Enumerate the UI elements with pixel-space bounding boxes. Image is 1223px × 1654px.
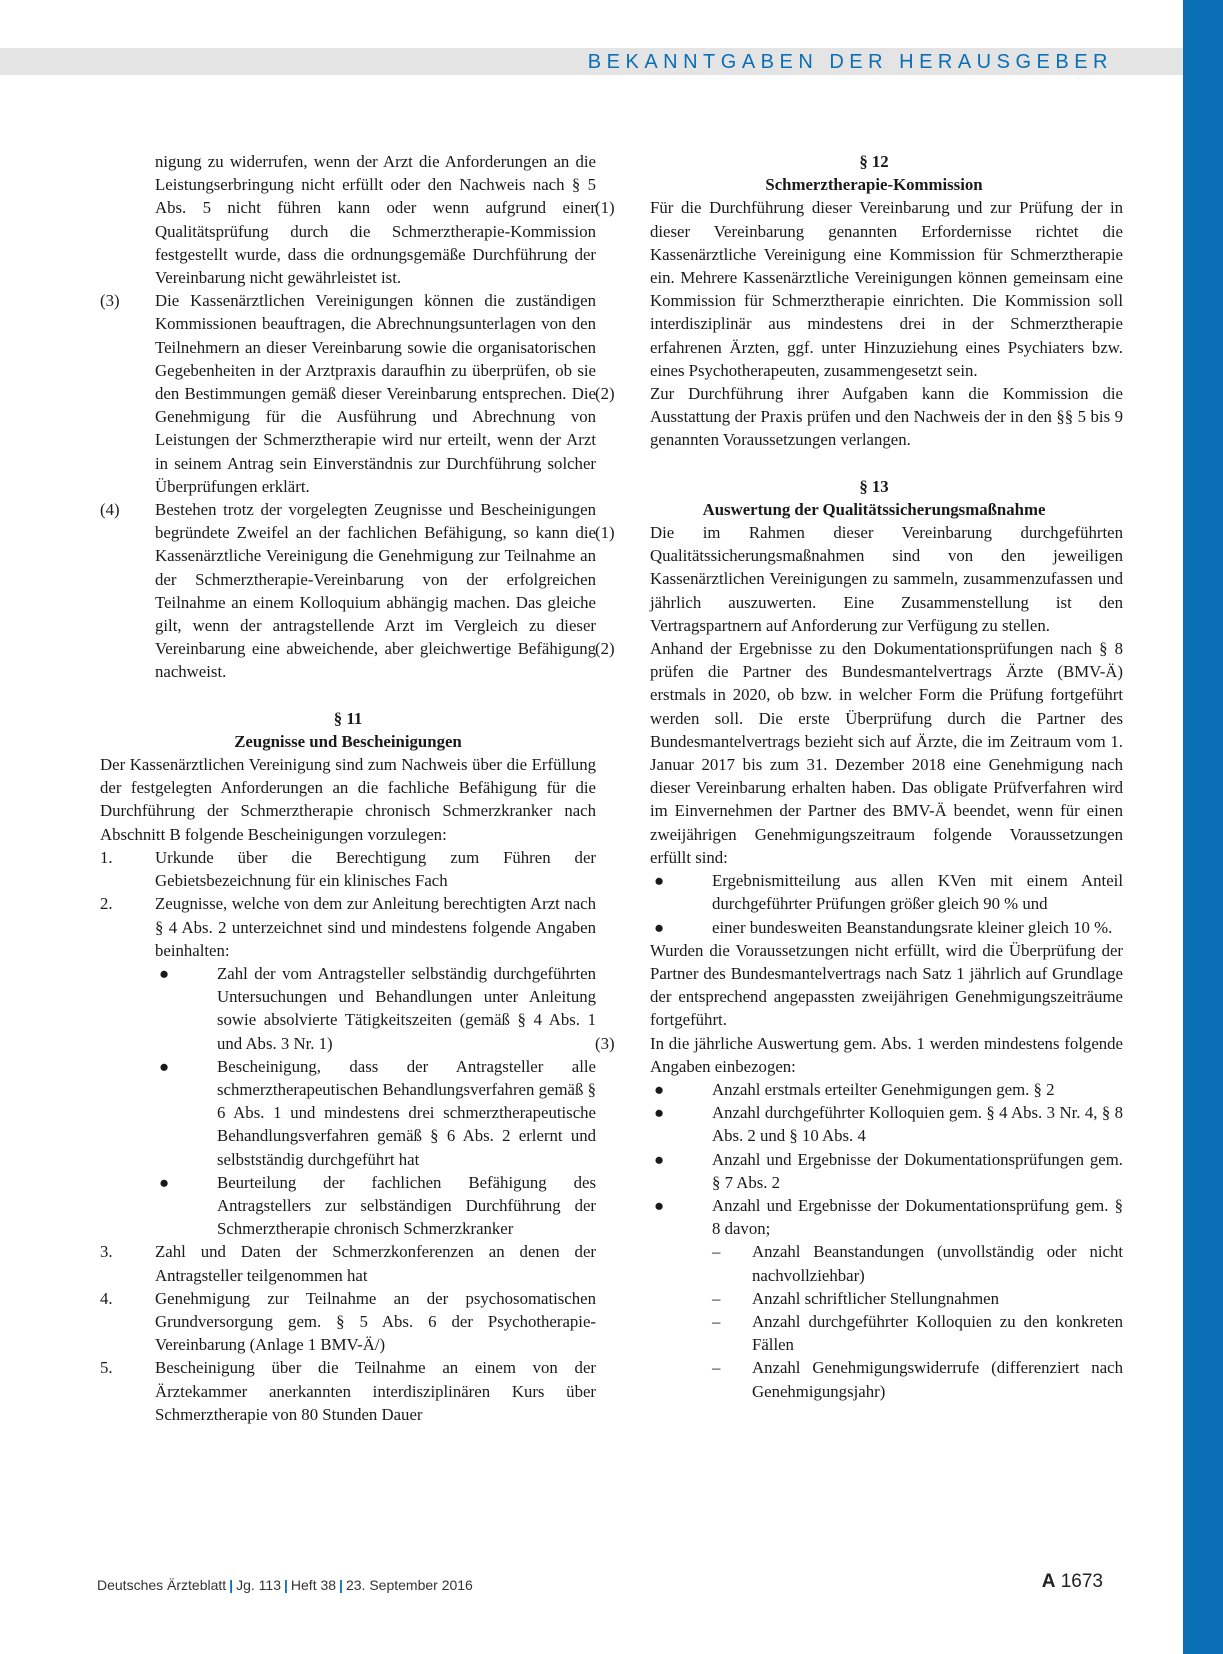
- bullet-icon: ●: [654, 871, 665, 891]
- dash-item: [712, 1240, 1123, 1286]
- bullet-icon: ●: [654, 917, 665, 937]
- right-column: [595, 150, 1123, 1403]
- section-number: § 11: [333, 708, 363, 728]
- dash-icon: –: [712, 1358, 721, 1378]
- numbered-item: [100, 892, 596, 962]
- bullet-icon: ●: [159, 1056, 170, 1076]
- bullet-item: [650, 1078, 1123, 1101]
- dash-item: [712, 1310, 1123, 1356]
- journal-issue: Heft 38: [290, 1577, 337, 1593]
- section-title: Zeugnisse und Bescheinigungen: [234, 731, 462, 751]
- journal-volume: Jg. 113: [236, 1577, 281, 1593]
- dash-icon: –: [712, 1288, 721, 1308]
- bullet-text: Bescheinigung, dass der Antragsteller alle schmerztherapeutischen Behandlungsverfahren gemäß § 6 Abs. 1 und mindestens drei schmerztherapeutische Behandlungsverfahren gemäß § 6 Abs. 2 erlernt und selbstständig durchgeführt hat: [217, 1056, 596, 1169]
- section-title: Schmerztherapie-Kommission: [765, 175, 983, 195]
- item-text: Bestehen trotz der vorgelegten Zeugnisse und Bescheinigungen begründete Zweifel an der fachlichen Befähigung, so kann die Kassenärztliche Vereinigung die Genehmigung zur Teilnahme an der Schmerztherapie-Vereinbarung von der erfolgreichen Teilnahme an einem Kolloquium abhängig machen. Das gleiche gilt, wenn der antragstellende Arzt im Vergleich zu dieser Vereinbarung eine abweichende, aber gleichwertige Befähigung nachweist.: [155, 500, 596, 682]
- bullet-icon: ●: [654, 1103, 665, 1123]
- numbered-item: [100, 1356, 596, 1426]
- dash-item: [712, 1356, 1123, 1402]
- bullet-item: [650, 1194, 1123, 1240]
- bullet-text: Anzahl erstmals erteilter Genehmigungen gem. § 2: [712, 1079, 1055, 1099]
- item-text: Für die Durchführung dieser Vereinbarung und zur Prüfung der in dieser Vereinbarung genannten Erfordernisse richtet die Kassenärztliche Vereinigung eine Kommission für Schmerztherapie ein. Mehrere Kassenärztliche Vereinigungen können gemeinsam eine Kommission für Schmerztherapie einrichten. Die Kommission soll interdisziplinär aus mindestens drei in der Schmerztherapie erfahrenen Ärzten, ggf. unter Hinzuziehung eines Psychiaters bzw. eines Psychotherapeuten, zusammengesetzt sein.: [650, 198, 1123, 380]
- page-number-value: 1673: [1060, 1571, 1103, 1592]
- item-number: (4): [100, 500, 120, 520]
- item-text: Zeugnisse, welche von dem zur Anleitung berechtigten Arzt nach § 4 Abs. 2 unterzeichnet sind und mindestens folgende Angaben beinhalten:: [155, 894, 596, 960]
- paragraph-item: [100, 498, 596, 684]
- dash-text: Anzahl durchgeführter Kolloquien zu den konkreten Fällen: [752, 1311, 1123, 1355]
- bullet-item: [155, 1171, 596, 1241]
- item-number: 2.: [100, 894, 113, 914]
- item-text: Anhand der Ergebnisse zu den Dokumentationsprüfungen nach § 8 prüfen die Partner des Bundesmantelvertrags Ärzte (BMV-Ä) erstmals in 2020, ob bzw. in welcher Form die Prüfung fortgeführt werden soll. Die erste Überprüfung durch die Partner des Bundesmantelvertrags bezieht sich auf Ärzte, die im Zeitraum vom 1. Januar 2017 bis zum 31. Dezember 2018 eine Genehmigung nach dieser Vereinbarung erhalten haben. Das obligate Prüfverfahren wird im Einvernehmen der Partner des BMV-Ä beendet, wenn für einen zweijährigen Genehmigungszeitraum folgende Voraussetzungen erfüllt sind:: [650, 639, 1123, 867]
- paragraph-item: [595, 1032, 1123, 1078]
- section-intro: Der Kassenärztlichen Vereinigung sind zum Nachweis über die Erfüllung der festgelegten Anforderungen an die fachliche Befähigung für die Durchführung der Schmerztherapie chronisch Schmerzkranker nach Abschnitt B folgende Bescheinigungen vorzulegen:: [100, 755, 596, 844]
- left-column: [100, 150, 596, 1426]
- item-text: Die im Rahmen dieser Vereinbarung durchgeführten Qualitätssicherungsmaßnahmen sind von den jeweiligen Kassenärztlichen Vereinigungen zu sammeln, zusammenzufassen und jährlich auszuwerten. Eine Zusammenstellung ist den Vertragspartnern auf Anforderung zur Verfügung zu stellen.: [650, 523, 1123, 635]
- page-prefix: A: [1041, 1571, 1056, 1592]
- item-text: Die Kassenärztlichen Vereinigungen können die zuständigen Kommissionen beauftragen, die Abrechnungsunterlagen von den Teilnehmern an dieser Vereinbarung sowie die organisatorischen Gegebenheiten in der Arztpraxis daraufhin zu überprüfen, ob sie den Bestimmungen gemäß dieser Vereinbarung entsprechen. Die Genehmigung für die Ausführung und Abrechnung von Leistungen der Schmerztherapie wird nur erteilt, wenn der Arzt in seinem Antrag sein Einverständnis zur Durchführung solcher Überprüfungen erklärt.: [155, 291, 596, 496]
- journal-date: 23. September 2016: [345, 1577, 473, 1593]
- numbered-item: [100, 846, 596, 892]
- paragraph-item: [595, 521, 1123, 637]
- bullet-text: Anzahl durchgeführter Kolloquien gem. § 4 Abs. 3 Nr. 4, § 8 Abs. 2 und § 10 Abs. 4: [712, 1103, 1123, 1146]
- bullet-item: [650, 869, 1123, 915]
- bullet-item: [155, 962, 596, 1055]
- bullet-item: [650, 1148, 1123, 1194]
- item-text: Bescheinigung über die Teilnahme an einem von der Ärztekammer anerkannten interdisziplinären Kurs über Schmerztherapie von 80 Stunden Dauer: [155, 1358, 596, 1424]
- numbered-item: [100, 1287, 596, 1357]
- bullet-text: Beurteilung der fachlichen Befähigung des Antragstellers zur selbständigen Durchführung der Schmerztherapie chronisch Schmerzkranker: [217, 1172, 596, 1239]
- journal-name: Deutsches Ärzteblatt: [97, 1577, 227, 1593]
- item-number: (3): [100, 291, 120, 311]
- item-number: (2): [595, 639, 615, 659]
- page-number: [1042, 1571, 1103, 1593]
- bullet-icon: ●: [654, 1079, 665, 1099]
- numbered-item: [100, 1240, 596, 1286]
- item-number: 4.: [100, 1288, 113, 1308]
- dash-text: Anzahl Beanstandungen (unvollständig oder nicht nachvollziehbar): [752, 1242, 1123, 1285]
- bullet-icon: ●: [159, 963, 170, 983]
- continuation-paragraph: nigung zu widerrufen, wenn der Arzt die Anforderungen an die Leistungserbringung nicht erfüllt oder den Nachweis nach § 5 Abs. 5 nicht führen kann oder wenn aufgrund einer Qualitätsprüfung durch die Schmerztherapie-Kommission festgestellt wurde, dass die ordnungsgemäße Durchführung der Vereinbarung nicht gewährleistet ist.: [155, 152, 596, 288]
- bullet-text: Ergebnismitteilung aus allen KVen mit einem Anteil durchgeführter Prüfungen größer gleich 90 % und: [712, 871, 1123, 914]
- bullet-icon: ●: [654, 1149, 665, 1169]
- bullet-item: [650, 1101, 1123, 1147]
- item-text: In die jährliche Auswertung gem. Abs. 1 werden mindestens folgende Angaben einbezogen:: [650, 1033, 1123, 1076]
- paragraph-item: [595, 196, 1123, 382]
- item-text: Zahl und Daten der Schmerzkonferenzen an denen der Antragsteller teilgenommen hat: [155, 1242, 596, 1285]
- item-number: (2): [595, 384, 615, 404]
- section-number: § 13: [859, 476, 889, 496]
- item-number: (1): [595, 198, 615, 218]
- item-number: (1): [595, 523, 615, 543]
- item-text: Urkunde über die Berechtigung zum Führen der Gebietsbezeichnung für ein klinisches Fach: [155, 847, 596, 891]
- item-number: 5.: [100, 1358, 113, 1378]
- dash-item: [712, 1287, 1123, 1310]
- bullet-icon: ●: [654, 1195, 665, 1215]
- item-number: 3.: [100, 1242, 113, 1262]
- dash-icon: –: [712, 1242, 721, 1262]
- footer-citation: Deutsches Ärzteblatt | Jg. 113 | Heft 38 | 23. September 2016: [97, 1577, 473, 1593]
- bullet-text: Anzahl und Ergebnisse der Dokumentationsprüfungen gem. § 7 Abs. 2: [712, 1149, 1123, 1192]
- bullet-icon: ●: [159, 1172, 170, 1192]
- bullet-item: [650, 916, 1123, 939]
- paragraph-item: [100, 289, 596, 498]
- paragraph-item: [595, 382, 1123, 452]
- bullet-text: Anzahl und Ergebnisse der Dokumentationsprüfung gem. § 8 davon;: [712, 1195, 1123, 1239]
- item-number: (3): [595, 1033, 615, 1053]
- dash-text: Anzahl Genehmigungswiderrufe (differenziert nach Genehmigungsjahr): [752, 1358, 1123, 1401]
- dash-text: Anzahl schriftlicher Stellungnahmen: [752, 1288, 999, 1308]
- section-number: § 12: [859, 152, 889, 171]
- paragraph-continuation: Wurden die Voraussetzungen nicht erfüllt, wird die Überprüfung der Partner des Bundesmantelvertrags nach Satz 1 jährlich auf Grundlage der entsprechend angepassten zweijährigen Genehmigungszeiträume fortgeführt.: [650, 940, 1123, 1030]
- bullet-text: Zahl der vom Antragsteller selbständig durchgeführten Untersuchungen und Behandlungen unter Anleitung sowie absolvierte Tätigkeitszeiten (gemäß § 4 Abs. 1 und Abs. 3 Nr. 1): [217, 963, 596, 1053]
- paragraph-item: [595, 637, 1123, 869]
- bullet-text: einer bundesweiten Beanstandungsrate kleiner gleich 10 %.: [712, 917, 1113, 937]
- section-title: Auswertung der Qualitätssicherungsmaßnahme: [702, 499, 1046, 519]
- item-text: Genehmigung zur Teilnahme an der psychosomatischen Grundversorgung gem. § 5 Abs. 6 der Psychotherapie-Vereinbarung (Anlage 1 BMV-Ä/): [155, 1288, 596, 1355]
- dash-icon: –: [712, 1311, 721, 1331]
- section-header-title: BEKANNTGABEN DER HERAUSGEBER: [587, 51, 1113, 73]
- item-text: Zur Durchführung ihrer Aufgaben kann die Kommission die Ausstattung der Praxis prüfen und den Nachweis der in den §§ 5 bis 9 genannten Voraussetzungen verlangen.: [650, 384, 1123, 450]
- side-accent-bar: [1183, 0, 1223, 1654]
- bullet-item: [155, 1055, 596, 1171]
- item-number: 1.: [100, 847, 113, 867]
